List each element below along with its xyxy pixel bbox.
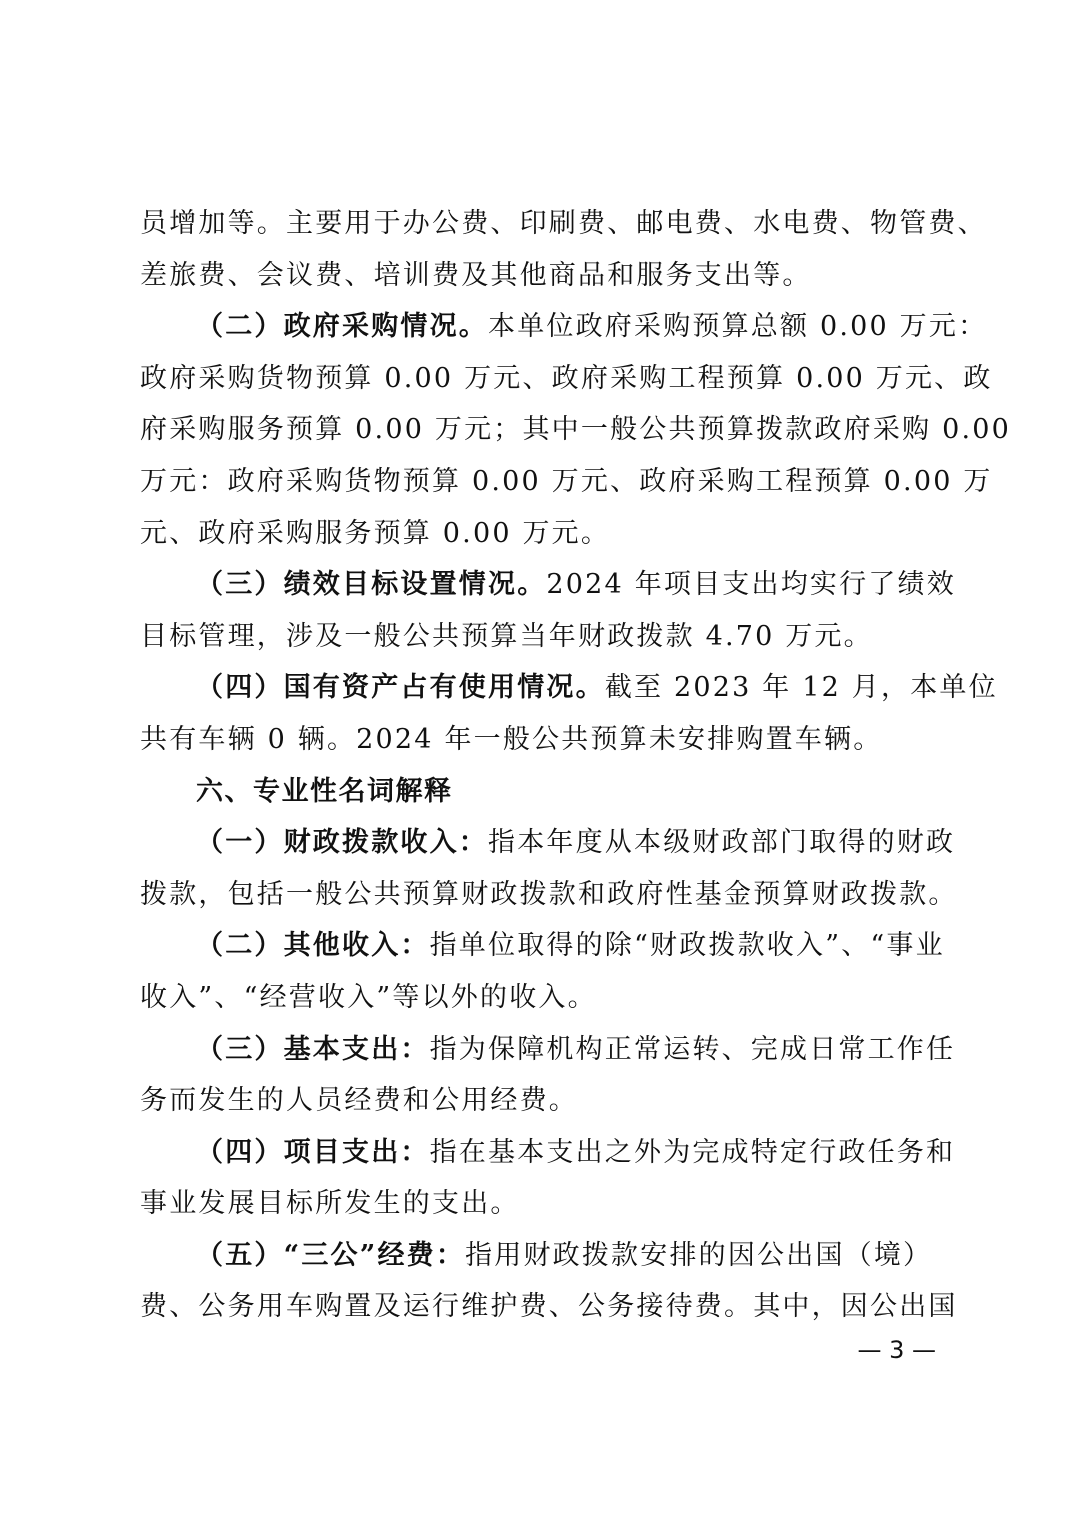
paragraph-line: 员增加等。主要用于办公费、印刷费、邮电费、水电费、物管费、 [140,208,987,239]
paragraph-text: 截至 2023 年 12 月，本单位 [604,672,998,704]
paragraph-line: 万元：政府采购货物预算 0.00 万元、政府采购工程预算 0.00 万 [140,465,993,497]
document-body [140,198,1011,1333]
paragraph-lead: （四）国有资产占有使用情况。 [196,672,605,704]
paragraph-line [140,301,988,353]
paragraph-line: 事业发展目标所发生的支出。 [140,1188,520,1220]
paragraph-line [140,559,956,611]
paragraph-line [140,1127,956,1179]
paragraph-line: 收入”、“经营收入”等以外的收入。 [140,981,597,1013]
paragraph-lead: （三）基本支出： [196,1033,430,1065]
paragraph-text: 指用财政拨款安排的因公出国（境） [465,1239,933,1271]
paragraph-line: 务而发生的人员经费和公用经费。 [140,1085,578,1117]
paragraph-line [140,1024,956,1076]
paragraph-line: 目标管理，涉及一般公共预算当年财政拨款 4.70 万元。 [140,620,873,652]
paragraph-text: 2024 年项目支出均实行了绩效 [546,569,956,601]
paragraph-lead: （五）“三公”经费： [196,1239,466,1271]
paragraph-lead: （三）绩效目标设置情况。 [196,569,547,601]
paragraph-line: 政府采购货物预算 0.00 万元、政府采购工程预算 0.00 万元、政 [140,362,993,394]
paragraph-line: 共有车辆 0 辆。2024 年一般公共预算未安排购置车辆。 [140,723,883,755]
paragraph-text: 指本年度从本级财政部门取得的财政 [488,827,956,859]
paragraph-line: 元、政府采购服务预算 0.00 万元。 [140,517,611,549]
paragraph-lead: （一）财政拨款收入： [196,827,488,859]
paragraph-text: 指在基本支出之外为完成特定行政任务和 [429,1136,956,1168]
paragraph-text: 指单位取得的除“财政拨款收入”、“事业 [429,930,945,962]
paragraph-line: 差旅费、会议费、培训费及其他商品和服务支出等。 [140,259,812,291]
paragraph-line [140,1230,940,1282]
paragraph-line [140,662,998,714]
paragraph-line [140,817,956,869]
page-number: — 3 — [857,1336,936,1364]
section-heading: 六、专业性名词解释 [196,775,453,807]
paragraph-text: 本单位政府采购预算总额 0.00 万元： [488,311,988,343]
paragraph-line: 拨款，包括一般公共预算财政拨款和政府性基金预算财政拨款。 [140,878,958,910]
paragraph-lead: （四）项目支出： [196,1136,430,1168]
paragraph-text: 指为保障机构正常运转、完成日常工作任 [429,1033,956,1065]
paragraph-line: 府采购服务预算 0.00 万元；其中一般公共预算拨款政府采购 0.00 [140,414,1011,446]
paragraph-line: 费、公务用车购置及运行维护费、公务接待费。其中，因公出国 [140,1291,958,1323]
paragraph-lead: （二）其他收入： [196,930,430,962]
paragraph-line [140,920,945,972]
paragraph-lead: （二）政府采购情况。 [196,311,488,343]
